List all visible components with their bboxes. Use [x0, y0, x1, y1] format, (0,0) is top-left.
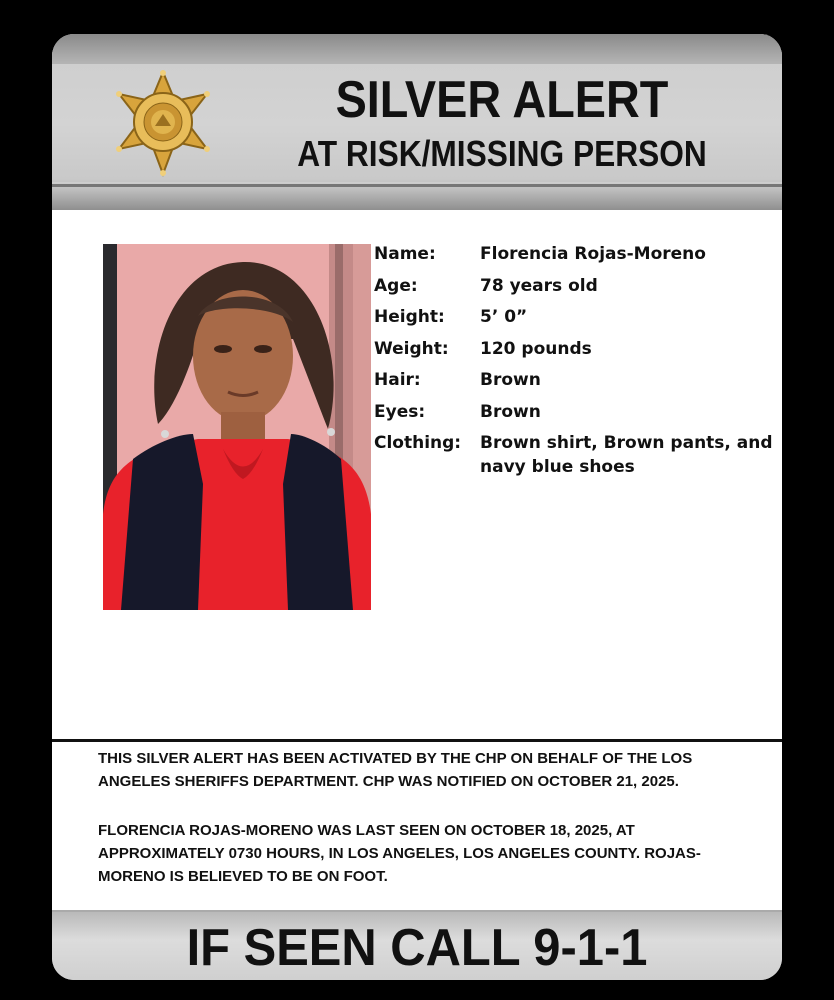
detail-value: Florencia Rojas-Moreno	[480, 244, 706, 264]
alert-header	[52, 34, 782, 210]
detail-label: Eyes:	[374, 401, 426, 422]
detail-value: Brown shirt, Brown pants, and navy blue shoes	[480, 433, 773, 477]
person-details	[374, 242, 774, 479]
activation-paragraph: THIS SILVER ALERT HAS BEEN ACTIVATED BY THE CHP ON BEHALF OF THE LOS ANGELES SHERIFFS DEPARTMENT. CHP WAS NOTIFIED ON OCTOBER 21, 2025.	[98, 750, 693, 790]
detail-label: Height:	[374, 307, 445, 327]
detail-row-weight	[374, 337, 774, 369]
detail-row-eyes	[374, 400, 774, 432]
detail-value: 78 years old	[480, 275, 598, 296]
detail-value: 5’ 0”	[480, 307, 528, 327]
detail-row-clothing	[374, 431, 774, 479]
detail-row-height	[374, 305, 774, 337]
detail-value: Brown	[480, 401, 541, 422]
detail-row-hair	[374, 368, 774, 400]
call-footer	[52, 910, 782, 980]
detail-value: Brown	[480, 370, 541, 390]
detail-row-name	[374, 242, 774, 274]
section-divider	[52, 739, 782, 742]
header-top-strip	[52, 34, 782, 64]
chp-star-badge-icon	[108, 70, 218, 180]
detail-label: Weight:	[374, 338, 449, 359]
last-seen-paragraph: FLORENCIA ROJAS-MORENO WAS LAST SEEN ON OCTOBER 18, 2025, AT APPROXIMATELY 0730 HOURS, IN LOS ANGELES, LOS ANGELES COUNTY. ROJAS-MORENO IS BELIEVED TO BE ON FOOT.	[98, 822, 701, 885]
alert-subtitle: AT RISK/MISSING PERSON	[297, 133, 707, 174]
detail-label: Age:	[374, 275, 418, 296]
alert-title: SILVER ALERT	[335, 71, 669, 129]
header-divider-line	[52, 184, 782, 187]
missing-person-photo	[103, 244, 371, 610]
detail-row-age	[374, 274, 774, 306]
detail-label: Name:	[374, 244, 436, 264]
call-911-text: IF SEEN CALL 9-1-1	[186, 919, 648, 977]
detail-label: Hair:	[374, 370, 421, 390]
detail-label: Clothing:	[374, 433, 462, 453]
detail-value: 120 pounds	[480, 338, 592, 359]
silver-alert-card	[52, 34, 782, 980]
